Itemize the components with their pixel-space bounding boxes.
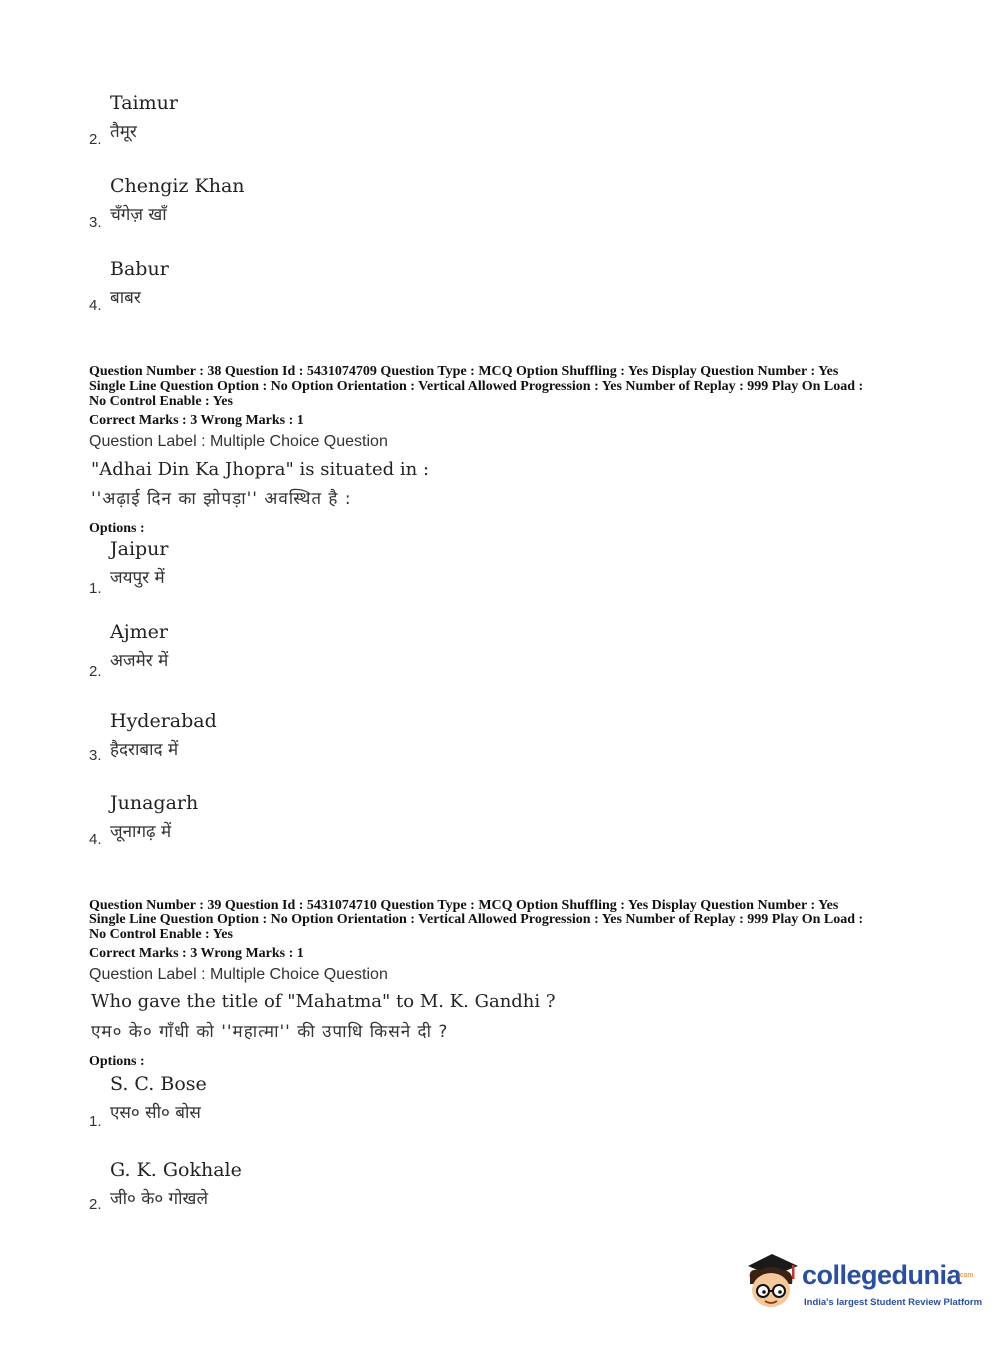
option-text-hi: जी० के० गोखले <box>110 1189 208 1209</box>
option-text-en: Chengiz Khan <box>110 175 245 197</box>
question-meta-line-2: Single Line Question Option : No Option Orientation : Vertical Allowed Progression : Yes Number of Replay : 999 Play On Load : <box>89 379 864 394</box>
option-number: 4. <box>89 297 102 314</box>
question-marks: Correct Marks : 3 Wrong Marks : 1 <box>89 946 304 961</box>
question-meta-line-1: Question Number : 39 Question Id : 5431074710 Question Type : MCQ Option Shuffling : Yes Display Question Number : Yes <box>89 898 839 913</box>
question-meta-line-3: No Control Enable : Yes <box>89 927 233 942</box>
option-text-hi: हैदराबाद में <box>110 740 179 760</box>
option-number: 2. <box>89 663 102 680</box>
logo-domain-suffix: .com <box>958 1272 974 1279</box>
option-text-hi: जयपुर में <box>110 568 165 588</box>
option-number: 2. <box>89 131 102 148</box>
option-text-hi: चँगेज़ खाँ <box>110 205 167 225</box>
option-text-en: S. C. Bose <box>110 1073 207 1095</box>
question-meta-line-1: Question Number : 38 Question Id : 5431074709 Question Type : MCQ Option Shuffling : Yes Display Question Number : Yes <box>89 364 839 379</box>
question-label: Question Label : Multiple Choice Question <box>89 433 388 450</box>
logo-tagline: India's largest Student Review Platform <box>804 1297 983 1308</box>
collegedunia-logo[interactable] <box>742 1250 983 1320</box>
option-number: 1. <box>89 580 102 597</box>
option-text-en: Jaipur <box>110 538 169 560</box>
question-label: Question Label : Multiple Choice Question <box>89 966 388 983</box>
question-marks: Correct Marks : 3 Wrong Marks : 1 <box>89 413 304 428</box>
option-text-hi: तैमूर <box>110 122 137 142</box>
option-text-en: Junagarh <box>110 792 199 814</box>
option-number: 3. <box>89 214 102 231</box>
option-text-hi: अजमेर में <box>110 651 169 671</box>
question-meta-line-3: No Control Enable : Yes <box>89 394 233 409</box>
option-text-en: Hyderabad <box>110 710 217 732</box>
option-number: 3. <box>89 747 102 764</box>
question-text-hi: ''अढ़ाई दिन का झोपड़ा'' अवस्थित है : <box>91 489 352 509</box>
option-text-en: Babur <box>110 258 169 280</box>
logo-wordmark: collegedunia <box>802 1260 962 1290</box>
question-text-hi: एम० के० गाँधी को ''महात्मा'' की उपाधि किसने दी ? <box>91 1022 449 1042</box>
options-label: Options : <box>89 521 145 536</box>
option-text-hi: जूनागढ़ में <box>110 822 172 842</box>
option-number: 4. <box>89 831 102 848</box>
option-text-hi: बाबर <box>110 288 141 308</box>
question-text-en: Who gave the title of "Mahatma" to M. K. Gandhi ? <box>91 991 556 1012</box>
question-meta-line-2: Single Line Question Option : No Option Orientation : Vertical Allowed Progression : Yes Number of Replay : 999 Play On Load : <box>89 912 864 927</box>
option-text-hi: एस० सी० बोस <box>110 1103 201 1123</box>
option-number: 2. <box>89 1196 102 1213</box>
question-text-en: "Adhai Din Ka Jhopra" is situated in : <box>91 459 430 480</box>
option-text-en: Ajmer <box>110 621 168 643</box>
option-number: 1. <box>89 1113 102 1130</box>
option-text-en: Taimur <box>110 92 178 114</box>
options-label: Options : <box>89 1054 145 1069</box>
mascot-icon <box>742 1250 802 1312</box>
option-text-en: G. K. Gokhale <box>110 1159 242 1181</box>
